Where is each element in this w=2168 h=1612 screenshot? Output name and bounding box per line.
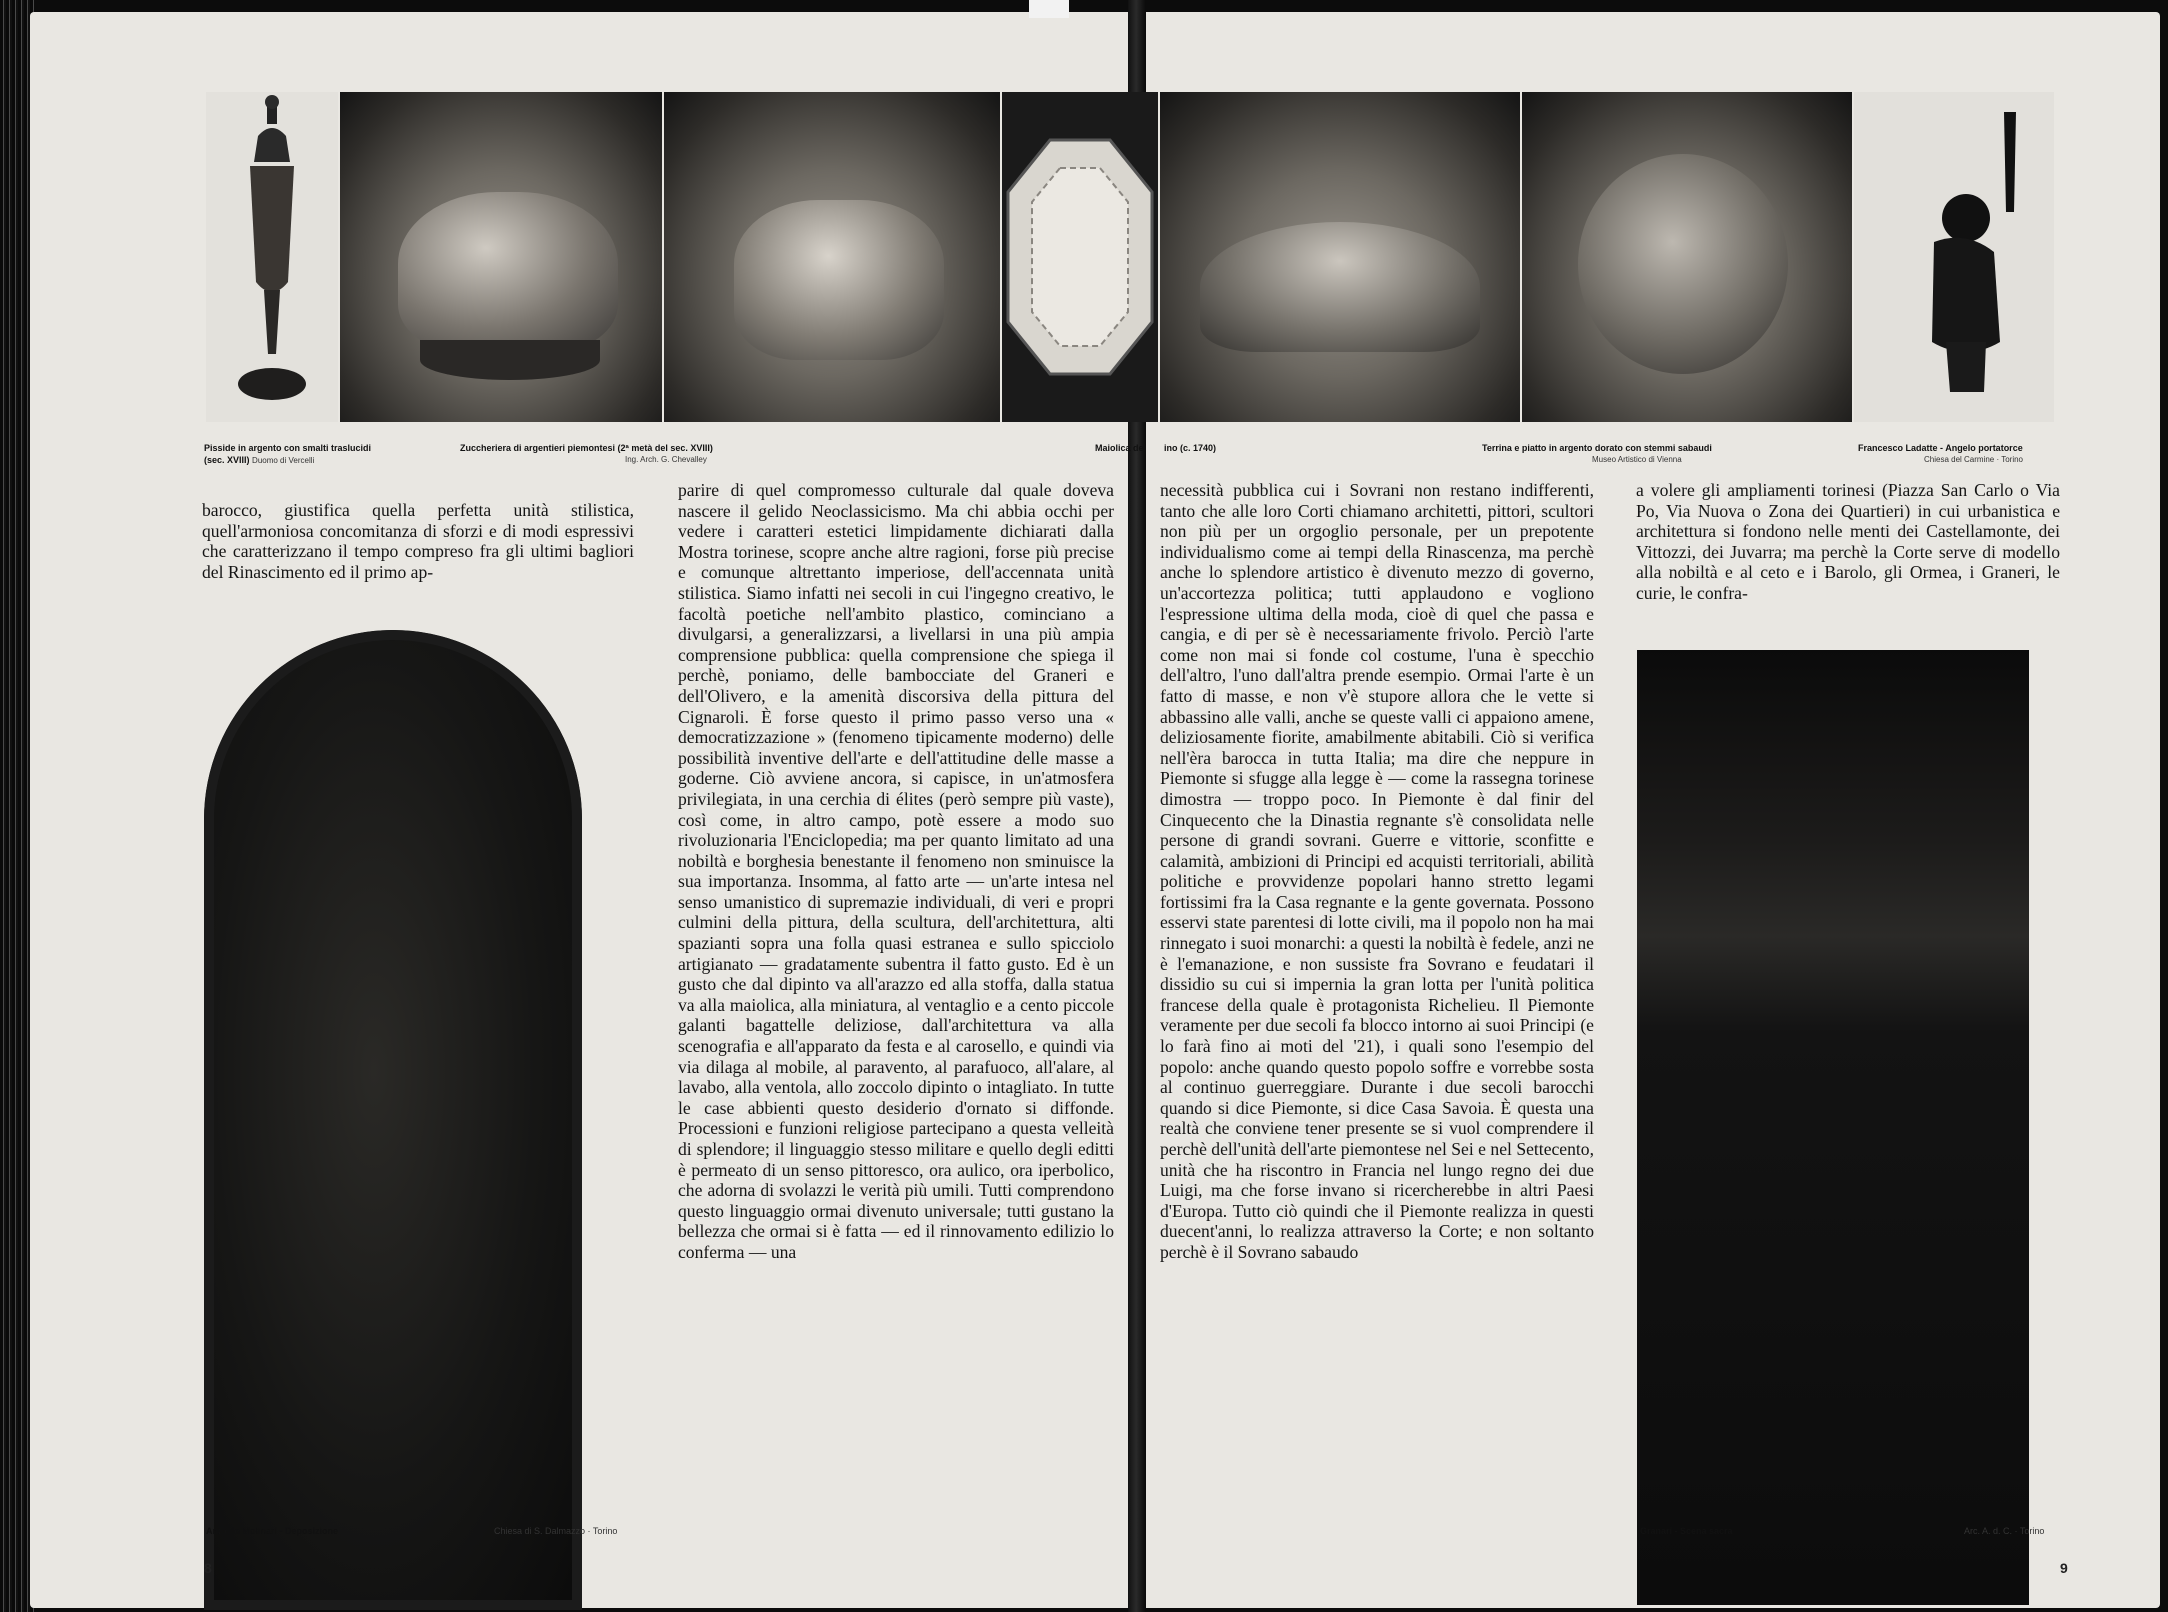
photo-piatto bbox=[1522, 92, 1852, 422]
column-paragraph: barocco, giustifica quella perfetta unità stilistica, quell'armoniosa concomitanza di sforzi e di modi espressivi che caratterizzano il tempo compreso fra gli ultimi bagliori del Rinascimento ed il primo ap- bbox=[202, 500, 634, 582]
caption-source: Chiesa del Carmine · Torino bbox=[1924, 455, 2024, 464]
binding-notch bbox=[1029, 0, 1069, 18]
photo-pisside bbox=[206, 92, 338, 422]
caption-title: Maiolica del bbox=[1095, 443, 1147, 453]
octagonal-plate-icon bbox=[1002, 92, 1158, 422]
caption-terrina bbox=[1482, 442, 1712, 466]
page-number-left: 8 bbox=[204, 1560, 212, 1576]
photo-zuccheriera-1 bbox=[340, 92, 662, 422]
caption-zuccheriera bbox=[460, 442, 713, 466]
photo-maiolica bbox=[1002, 92, 1158, 422]
caption-source: Ing. Arch. G. Chevalley bbox=[625, 455, 707, 464]
column-paragraph: a volere gli ampliamenti torinesi (Piazza San Carlo o Via Po, Via Nuova o Zona dei Quartieri) in cui urbanistica e architettura si fondono nelle menti dei Castellamonte, dei Vittozzi, dei Juvarra; ma perchè la Corte serve di modello alla nobiltà e al ceto e i Barolo, gli Ormea, i Graneri, le curie, le confra- bbox=[1636, 480, 2060, 603]
column-paragraph: necessità pubblica cui i Sovrani non restano indifferenti, tanto che alle loro Corti chiamano architetti, pittori, scultori non più per un orgoglio personale, per un prepotente individualismo come ai tempi della Rinascenza, ma perchè anche lo splendore artistico è divenuto mezzo di governo, un'accortezza politica; tutti applaudono e vogliono l'espressione ultima della moda, cioè di quel che passa e cangia, e di per sè è necessariamente frivolo. Perciò l'arte come non mai si fonde col costume, l'una è specchio dell'altro, l'uno dall'altra prende esempio. Ormai l'arte è un fatto di masse, e non v'è stupore allora che le vette si abbassino alle valli, anche se queste valli ci appaiono amene, deliziosamente fiorite, amabilmente abitabili. Ciò si verifica nell'èra barocca in tutta Italia; ma dire che neppure in Piemonte si sfugge alla legge è — come la rassegna torinese dimostra — troppo poco. In Piemonte è dal finir del Cinquecento che la Dinastia regnante s'è consolidata nelle persone di grandi sovrani. Guerre e vittorie, sconfitte e calamità, ambizioni di Principi ed acquisti territoriali, abilità politiche e provvidenze popolari hanno stretto legami fortissimi fra la Casa regnante e la gente governata. Possono esservi state parentesi di lotte civili, ma il popolo non ha mai rinnegato i suoi monarchi: a questi la nobiltà è fedele, anzi ne è l'emanazione, e non sussiste fra Sovrano e feudatari il dissidio su cui si impernia la gran lotta per l'unità politica francese della quale è protagonista Richelieu. Il Piemonte veramente per due secoli fa blocco intorno ai suoi Principi (e lo farà fino ai moti del '21), i quali sono l'esempio del popolo: anche quando questo popolo soffre e vorrebbe sosta al continuo guerreggiare. Durante i due secoli barocchi quando si dice Piemonte, si dice Casa Savoia. È questa una realtà che conviene tener presente se si vuol comprendere il perchè dell'unità dell'arte piemontese nel Sei e nel Settecento, unità che ha riscontro in Francia nel lungo regno dei due Luigi, ma che forse invano si ricercherebbe in altri Paesi d'Europa. Tutto ciò quindi che il Piemonte realizza in questi duecent'anni, lo realizza attraverso la Corte; e non soltanto perchè è il Sovrano sabaudo bbox=[1160, 480, 1594, 1262]
caption-title: Pisside in argento con smalti traslucidi bbox=[204, 443, 372, 453]
caption-title: Antonio Molinari - Deposizione bbox=[206, 1526, 338, 1536]
caption-source: Chiesa di S. Dalmazzo · Torino bbox=[494, 1526, 618, 1536]
caption-source: Arc. A. d. C. · Torino bbox=[1964, 1526, 2045, 1536]
text-column-1 bbox=[202, 500, 634, 582]
caption-title-line2: ino (c. 1740) bbox=[1164, 443, 1217, 453]
chalice-figure-icon bbox=[206, 92, 338, 422]
painting-deposizione bbox=[204, 630, 582, 1610]
caption-source: Duomo di Vercelli bbox=[252, 456, 315, 465]
caption-ladatte bbox=[1858, 442, 2023, 466]
caption-pisside bbox=[204, 442, 371, 467]
photo-angelo-portatorce bbox=[1854, 92, 2054, 422]
caption-molinari-source bbox=[494, 1526, 617, 1536]
photo-terrina bbox=[1160, 92, 1520, 422]
caption-title-line2: (sec. XVIII) bbox=[204, 455, 250, 465]
caption-granari bbox=[1640, 1526, 1733, 1536]
caption-title: Zuccheriera di argentieri piemontesi (2ª metà del sec. XVIII) bbox=[460, 443, 713, 453]
painting-scena-sacra bbox=[1637, 650, 2029, 1605]
arched-frame bbox=[204, 630, 582, 1610]
caption-title: Terrina e piatto in argento dorato con stemmi sabaudi bbox=[1482, 443, 1712, 453]
text-column-2 bbox=[678, 480, 1114, 1263]
page-number-right: 9 bbox=[2060, 1560, 2068, 1576]
book-page-edges bbox=[0, 0, 34, 1612]
photo-zuccheriera-2 bbox=[664, 92, 1000, 422]
text-column-3 bbox=[1160, 480, 1594, 1263]
caption-maiolica bbox=[1095, 442, 1216, 454]
text-column-4 bbox=[1636, 480, 2060, 604]
caption-title: Francesco Ladatte - Angelo portatorce bbox=[1858, 443, 2023, 453]
caption-granari-source bbox=[1964, 1526, 2044, 1536]
caption-title: Granari - Scena sacra bbox=[1640, 1526, 1733, 1536]
column-paragraph: parire di quel compromesso culturale dal quale doveva nascere il gelido Neoclassicismo. Ma chi abbia occhi per vedere i caratteri estetici limpidamente dichiarati dalla Mostra torinese, scopre anche altre ragioni, forse più precise e comunque altrettanto imperiose, dell'accennata unità stilistica. Siamo infatti nei secoli in cui l'ingegno creativo, le facoltà poetiche nell'ambito plastico, cominciano a divulgarsi, a generalizzarsi, a livellarsi in una più ampia comprensione pubblica: quella comprensione che spiega il perchè, poniamo, delle bambocciate del Graneri e dell'Olivero, e la amenità discorsiva della pittura del Cignaroli. È forse questo il primo passo verso una « democratizzazione » (fenomeno tipicamente moderno) delle possibilità inventive dell'arte e dell'attitudine delle masse a goderne. Ciò avviene ancora, si capisce, in un'atmosfera privilegiata, in una cerchia di élites (però sempre più vaste), così come, in altro campo, potè essere a modo suo rivoluzionaria l'Enciclopedia; ma per quanto limitato ad una nobiltà e borghesia benestante il fenomeno non sminuisce la sua importanza. Insomma, al fatto arte — un'arte intesa nel senso umanistico di supremazie individuali, di veri e propri culmini della pittura, della scultura, dell'architettura, alti spazianti sopra una folla quasi estranea e sullo spicciolo artigianato — gradatamente subentra il fatto gusto. Ed è un gusto che dal dipinto va all'arazzo ed alla stoffa, dalla statua va alla maiolica, alla miniatura, al ventaglio e a cento piccole galanti bagattelle deliziose, dall'architettura va alla scenografia e all'apparato da festa e al carosello, e quindi via via dilaga al mobile, al paravento, al parafuoco, all'alare, al lavabo, alla ventola, allo zoccolo dipinto o intagliato. In tutte le case abbienti questo desiderio d'ornato si diffonde. Processioni e funzioni religiose partecipano a questa velleità di splendore; il linguaggio stesso militare e quello degli editti è permeato di un senso pittoresco, ora aulico, ora iperbolico, che adorna di svolazzi le verità più umili. Tutti comprendono questo linguaggio ormai divenuto universale; tutti gustano la bellezza che ormai si è fatta — ed il rinnovamento edilizio lo conferma — una bbox=[678, 480, 1114, 1262]
caption-molinari bbox=[206, 1526, 338, 1536]
angel-statue-icon bbox=[1854, 92, 2054, 422]
caption-source: Museo Artistico di Vienna bbox=[1592, 455, 1682, 464]
